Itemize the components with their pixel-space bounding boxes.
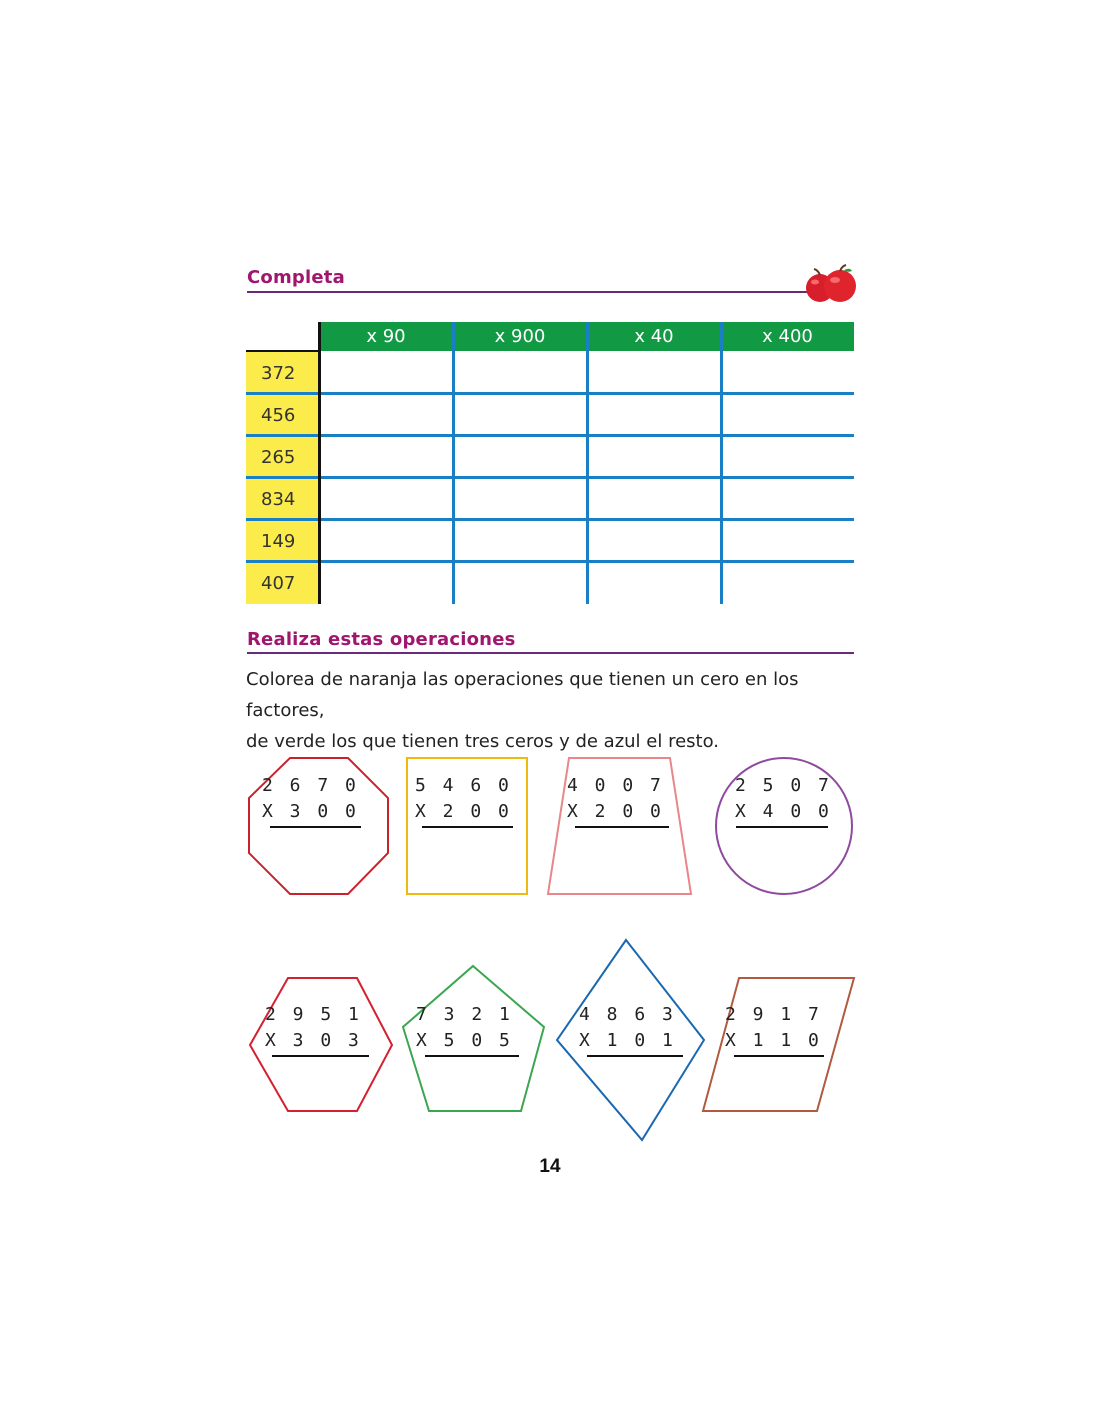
operation-4-top: 2 5 0 7 <box>735 775 832 796</box>
operation-1-top: 2 6 7 0 <box>262 775 359 796</box>
operation-5-bottom: X 3 0 3 <box>265 1030 362 1051</box>
operation-5-line <box>272 1055 369 1057</box>
operation-6-line <box>425 1055 519 1057</box>
operation-5-top: 2 9 5 1 <box>265 1004 362 1025</box>
header-x400: x 400 <box>721 322 854 351</box>
instructions-line-2: de verde los que tienen tres ceros y de azul el resto. <box>246 731 720 752</box>
row-label-372: 372 <box>246 352 319 394</box>
operation-2-top: 5 4 6 0 <box>415 775 512 796</box>
operation-7-top: 4 8 6 3 <box>579 1004 676 1025</box>
page-number: 14 <box>539 1156 561 1177</box>
operation-6-top: 7 3 2 1 <box>416 1004 513 1025</box>
operation-1-line <box>270 826 361 828</box>
operation-6-bottom: X 5 0 5 <box>416 1030 513 1051</box>
header-x40: x 40 <box>587 322 721 351</box>
operation-8-line <box>734 1055 824 1057</box>
row-label-265: 265 <box>246 436 319 478</box>
section-title-completa: Completa <box>247 267 345 288</box>
row-label-149: 149 <box>246 520 319 562</box>
header-x900: x 900 <box>453 322 587 351</box>
operation-1-bottom: X 3 0 0 <box>262 801 359 822</box>
operation-8-bottom: X 1 1 0 <box>725 1030 822 1051</box>
operation-2-line <box>422 826 513 828</box>
row-label-407: 407 <box>246 562 319 604</box>
operation-2-bottom: X 2 0 0 <box>415 801 512 822</box>
instructions-line-1: Colorea de naranja las operaciones que tienen un cero en los factores, <box>246 669 799 721</box>
row-label-834: 834 <box>246 478 319 520</box>
operation-3-line <box>575 826 669 828</box>
operation-4-line <box>736 826 828 828</box>
row-label-456: 456 <box>246 394 319 436</box>
operation-7-bottom: X 1 0 1 <box>579 1030 676 1051</box>
operation-7-line <box>587 1055 683 1057</box>
operation-3-bottom: X 2 0 0 <box>567 801 664 822</box>
section-title-operaciones: Realiza estas operaciones <box>247 629 516 650</box>
header-x90: x 90 <box>319 322 453 351</box>
operation-8-top: 2 9 1 7 <box>725 1004 822 1025</box>
operation-3-top: 4 0 0 7 <box>567 775 664 796</box>
operation-4-bottom: X 4 0 0 <box>735 801 832 822</box>
